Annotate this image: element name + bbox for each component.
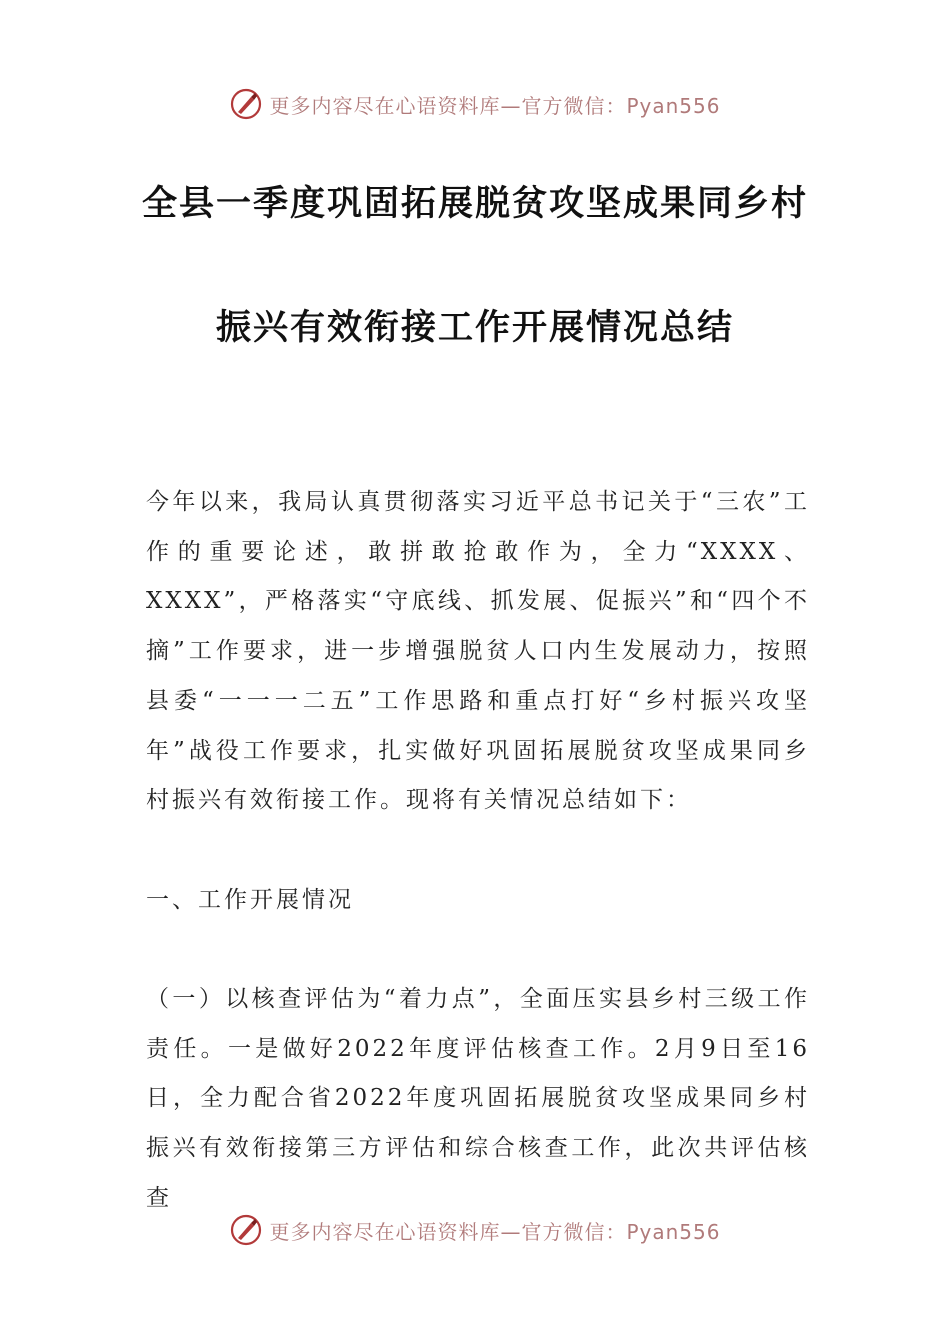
section-heading: 一、工作开展情况	[146, 887, 354, 913]
watermark-text: 更多内容尽在心语资料库—官方微信：Pyan556	[269, 1219, 721, 1244]
watermark-text: 更多内容尽在心语资料库—官方微信：Pyan556	[269, 93, 721, 118]
watermark-footer	[0, 1210, 950, 1250]
document-title-line-1: 全县一季度巩固拓展脱贫攻坚成果同乡村	[141, 184, 808, 224]
document-title-line-2: 振兴有效衔接工作开展情况总结	[215, 308, 734, 348]
paragraph-section-1: （一）以核查评估为“着力点”，全面压实县乡村三级工作责任。一是做好2022年度评估核查工作。2月9日至16日，全力配合省2022年度巩固拓展脱贫攻坚成果同乡村振兴有效衔接第三方评估和综合核查工作，此次共评估核查	[146, 986, 810, 1211]
pen-circle-logo-icon	[229, 87, 263, 121]
paragraph-intro: 今年以来，我局认真贯彻落实习近平总书记关于“三农”工作的重要论述，敢拼敢抢敢作为，全力“XXXX、XXXX”，严格落实“守底线、抓发展、促振兴”和“四个不摘”工作要求，进一步增强脱贫人口内生发展动力，按照县委“一一一二五”工作思路和重点打好“乡村振兴攻坚年”战役工作要求，扎实做好巩固拓展脱贫攻坚成果同乡村振兴有效衔接工作。现将有关情况总结如下：	[146, 489, 810, 814]
watermark-header	[0, 84, 950, 124]
pen-circle-logo-icon	[229, 1213, 263, 1247]
